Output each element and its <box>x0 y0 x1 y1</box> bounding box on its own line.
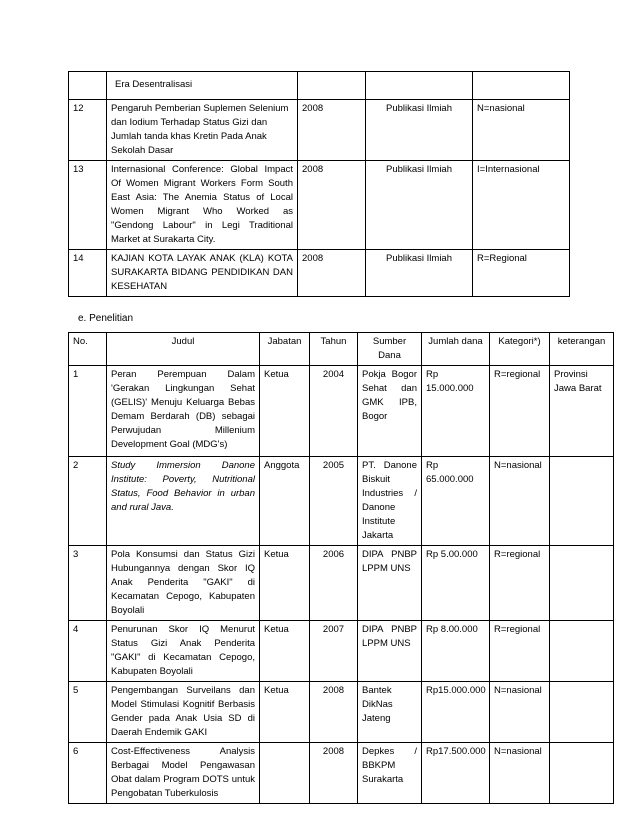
row-category: R=regional <box>490 621 550 682</box>
header-judul: Judul <box>107 333 260 366</box>
row-note <box>550 682 614 743</box>
header-jabatan: Jabatan <box>260 333 310 366</box>
row-type: Publikasi Ilmiah <box>366 161 473 250</box>
row-level: R=Regional <box>473 250 570 297</box>
row-title: Pola Konsumsi dan Status Gizi Hubungannya dengan Skor IQ Anak Penderita "GAKI" di Kecamatan Cepogo, Kabupaten Boyolali <box>107 546 260 621</box>
row-no: 14 <box>69 250 107 297</box>
row-title: KAJIAN KOTA LAYAK ANAK (KLA) KOTA SURAKARTA BIDANG PENDIDIKAN DAN KESEHATAN <box>107 250 298 297</box>
row-fund: Bantek DikNas Jateng <box>358 682 422 743</box>
row-fund: PT. Danone Biskuit Industries / Danone Institute Jakarta <box>358 457 422 546</box>
table-row <box>69 682 614 743</box>
row-role: Anggota <box>260 457 310 546</box>
row-type: Publikasi Ilmiah <box>366 100 473 161</box>
table-header <box>69 333 614 366</box>
table-row <box>69 100 570 161</box>
row-level: N=nasional <box>473 100 570 161</box>
cell <box>69 72 107 100</box>
header-tahun: Tahun <box>310 333 358 366</box>
row-amount: Rp 8.00.000 <box>422 621 490 682</box>
row-year: 2008 <box>298 250 366 297</box>
row-category: N=nasional <box>490 457 550 546</box>
row-category: R=regional <box>490 366 550 457</box>
row-year: 2008 <box>298 100 366 161</box>
row-title: Pengaruh Pemberian Suplemen Selenium dan Iodium Terhadap Status Gizi dan Jumlah tanda khas Kretin Pada Anak Sekolah Dasar <box>107 100 298 161</box>
row-amount: Rp 65.000.000 <box>422 457 490 546</box>
row-note: Provinsi Jawa Barat <box>550 366 614 457</box>
row-title: Penurunan Skor IQ Menurut Status Gizi Anak Penderita "GAKI" di Kecamatan Cepogo, Kabupaten Boyolali <box>107 621 260 682</box>
header-keterangan: keterangan <box>550 333 614 366</box>
header-sumber: Sumber Dana <box>358 333 422 366</box>
cell <box>473 72 570 100</box>
row-amount: Rp 15.000.000 <box>422 366 490 457</box>
row-title: Pengembangan Surveilans dan Model Stimulasi Kognitif Berbasis Gender pada Anak Usia SD di Daerah Endemik GAKI <box>107 682 260 743</box>
row-no: 13 <box>69 161 107 250</box>
row-title: Cost-Effectiveness Analysis Berbagai Model Pengawasan Obat dalam Program DOTS untuk Pengobatan Tuberkulosis <box>107 743 260 804</box>
table-row <box>69 743 614 804</box>
row-level: I=Internasional <box>473 161 570 250</box>
row-year: 2008 <box>310 743 358 804</box>
row-category: N=nasional <box>490 682 550 743</box>
row-no: 1 <box>69 366 107 457</box>
row-category: R=regional <box>490 546 550 621</box>
research-table <box>68 332 614 804</box>
row-no: 3 <box>69 546 107 621</box>
row-year: 2005 <box>310 457 358 546</box>
row-no: 5 <box>69 682 107 743</box>
header-no: No. <box>69 333 107 366</box>
table-row <box>69 366 614 457</box>
row-role: Ketua <box>260 546 310 621</box>
row-no: 4 <box>69 621 107 682</box>
row-fund: Pokja Bogor Sehat dan GMK IPB, Bogor <box>358 366 422 457</box>
row-no: 12 <box>69 100 107 161</box>
table-row <box>69 621 614 682</box>
row-year: 2007 <box>310 621 358 682</box>
row-role: Ketua <box>260 366 310 457</box>
row-fund: Depkes / BBKPM Surakarta <box>358 743 422 804</box>
row-note <box>550 546 614 621</box>
cell <box>366 72 473 100</box>
row-title: Internasional Conference: Global Impact Of Women Migrant Workers Form South East Asia: The Anemia Status of Local Women Migrant Who Worked as "Gendong Labour" in Legi Traditional Market at Surakarta City. <box>107 161 298 250</box>
row-role: Ketua <box>260 682 310 743</box>
table-row <box>69 546 614 621</box>
row-no: 6 <box>69 743 107 804</box>
row-title: Peran Perempuan Dalam 'Gerakan Lingkungan Sehat (GELIS)' Menuju Keluarga Bebas Demam Berdarah (DB) sebagai Perwujudan Millenium Development Goal (MDG's) <box>107 366 260 457</box>
era-row <box>69 72 570 100</box>
table-row <box>69 250 570 297</box>
row-note <box>550 457 614 546</box>
row-year: 2008 <box>298 161 366 250</box>
section-heading: e. Penelitian <box>78 313 134 324</box>
row-year: 2008 <box>310 682 358 743</box>
row-year: 2004 <box>310 366 358 457</box>
row-year: 2006 <box>310 546 358 621</box>
publication-table <box>68 71 570 297</box>
cell <box>298 72 366 100</box>
row-note <box>550 621 614 682</box>
row-amount: Rp17.500.000 <box>422 743 490 804</box>
row-fund: DIPA PNBP LPPM UNS <box>358 621 422 682</box>
era-label: Era Desentralisasi <box>107 72 298 100</box>
row-no: 2 <box>69 457 107 546</box>
header-kategori: Kategori*) <box>490 333 550 366</box>
table-row <box>69 457 614 546</box>
row-title: Study Immersion Danone Institute: Poverty, Nutritional Status, Food Behavior in urban and rural Java. <box>107 457 260 546</box>
row-category: N=nasional <box>490 743 550 804</box>
row-role: Ketua <box>260 621 310 682</box>
table-row <box>69 161 570 250</box>
row-amount: Rp 5.00.000 <box>422 546 490 621</box>
row-amount: Rp15.000.000 <box>422 682 490 743</box>
row-fund: DIPA PNBP LPPM UNS <box>358 546 422 621</box>
header-jumlah: Jumlah dana <box>422 333 490 366</box>
row-note <box>550 743 614 804</box>
row-type: Publikasi Ilmiah <box>366 250 473 297</box>
row-role <box>260 743 310 804</box>
